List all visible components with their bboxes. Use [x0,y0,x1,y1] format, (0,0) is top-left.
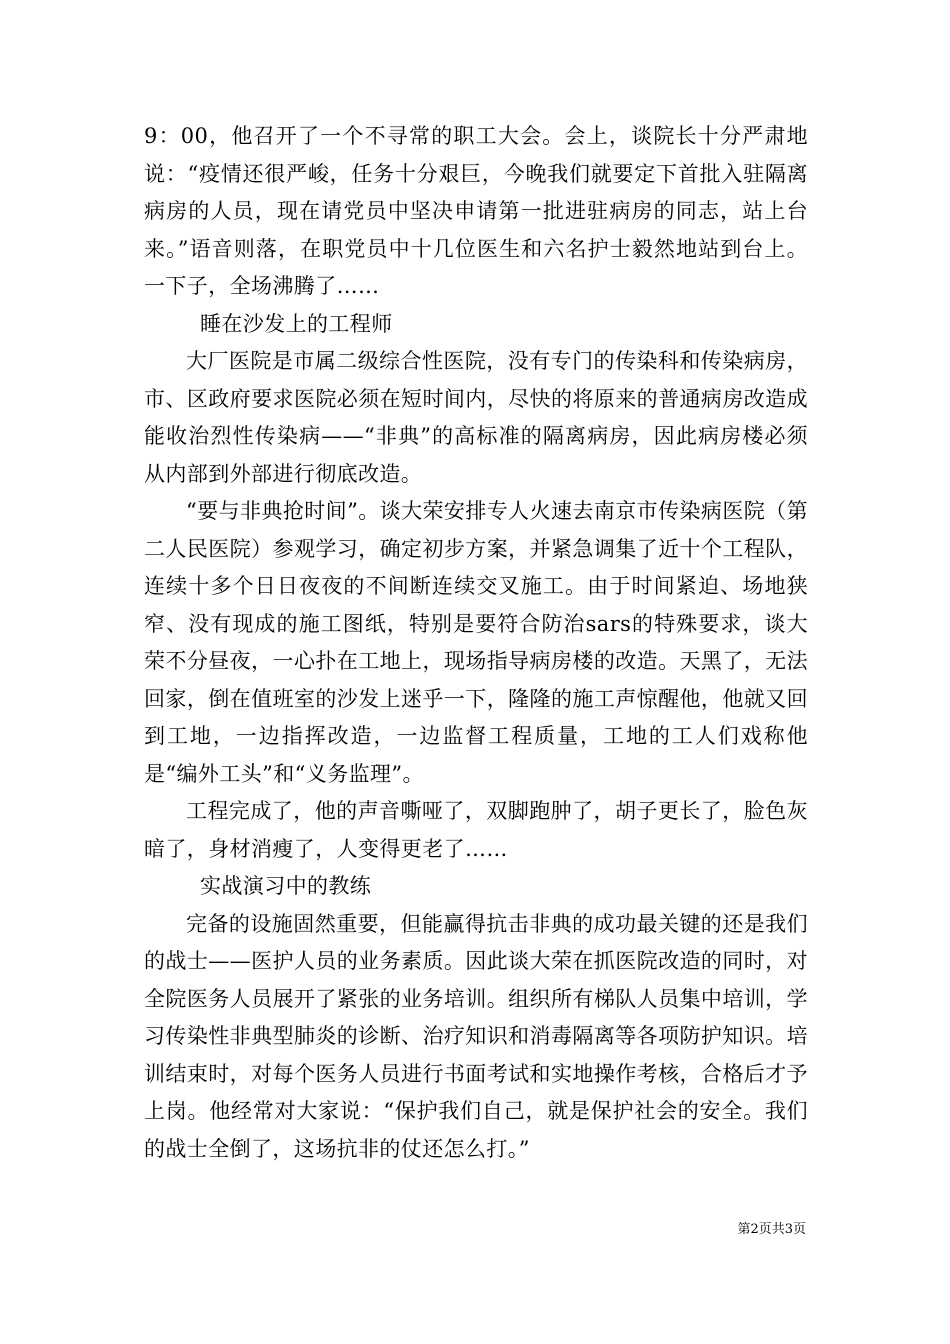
paragraph-meeting: 9：00，他召开了一个不寻常的职工大会。会上，谈院长十分严肃地说：“疫情还很严峻，任务十分艰巨，今晚我们就要定下首批入驻隔离病房的人员，现在请党员中坚决申请第一批进驻病房的同志，站上台来。”语音则落，在职党员中十几位医生和六名护士毅然地站到台上。一下子，全场沸腾了…… [144,124,808,298]
page-number-footer: 第2页共3页 [737,1222,806,1237]
section-heading-coach: 实战演习中的教练 [200,874,372,898]
section-heading-engineer: 睡在沙发上的工程师 [200,311,393,336]
paragraph-hospital-renovation: 大厂医院是市属二级综合性医院，没有专门的传染科和传染病房，市、区政府要求医院必须在短时间内，尽快的将原来的普通病房改造成能收治烈性传染病——“非典”的高标准的隔离病房，因此病房楼必须从内部到外部进行彻底改造。 [144,349,808,486]
document-body [144,118,808,1168]
paragraph-race-against-sars: “要与非典抢时间”。谈大荣安排专人火速去南京市传染病医院（第二人民医院）参观学习，确定初步方案，并紧急调集了近十个工程队，连续十多个日日夜夜的不间断连续交叉施工。由于时间紧迫、场地狭窄、没有现成的施工图纸，特别是要符合防治sars的特殊要求，谈大荣不分昼夜，一心扑在工地上，现场指导病房楼的改造。天黑了，无法回家，倒在值班室的沙发上迷乎一下，隆隆的施工声惊醒他，他就又回到工地，一边指挥改造，一边监督工程质量，工地的工人们戏称他是“编外工头”和“义务监理”。 [144,499,808,786]
paragraph-training: 完备的设施固然重要，但能赢得抗击非典的成功最关键的还是我们的战士——医护人员的业务素质。因此谈大荣在抓医院改造的同时，对全院医务人员展开了紧张的业务培训。组织所有梯队人员集中培训，学习传染性非典型肺炎的诊断、治疗知识和消毒隔离等各项防护知识。培训结束时，对每个医务人员进行书面考试和实地操作考核，合格后才予上岗。他经常对大家说：“保护我们自己，就是保护社会的安全。我们的战士全倒了，这场抗非的仗还怎么打。” [144,911,808,1161]
paragraph-project-complete: 工程完成了，他的声音嘶哑了，双脚跑肿了，胡子更长了，脸色灰暗了，身材消瘦了，人变得更老了…… [144,799,808,861]
